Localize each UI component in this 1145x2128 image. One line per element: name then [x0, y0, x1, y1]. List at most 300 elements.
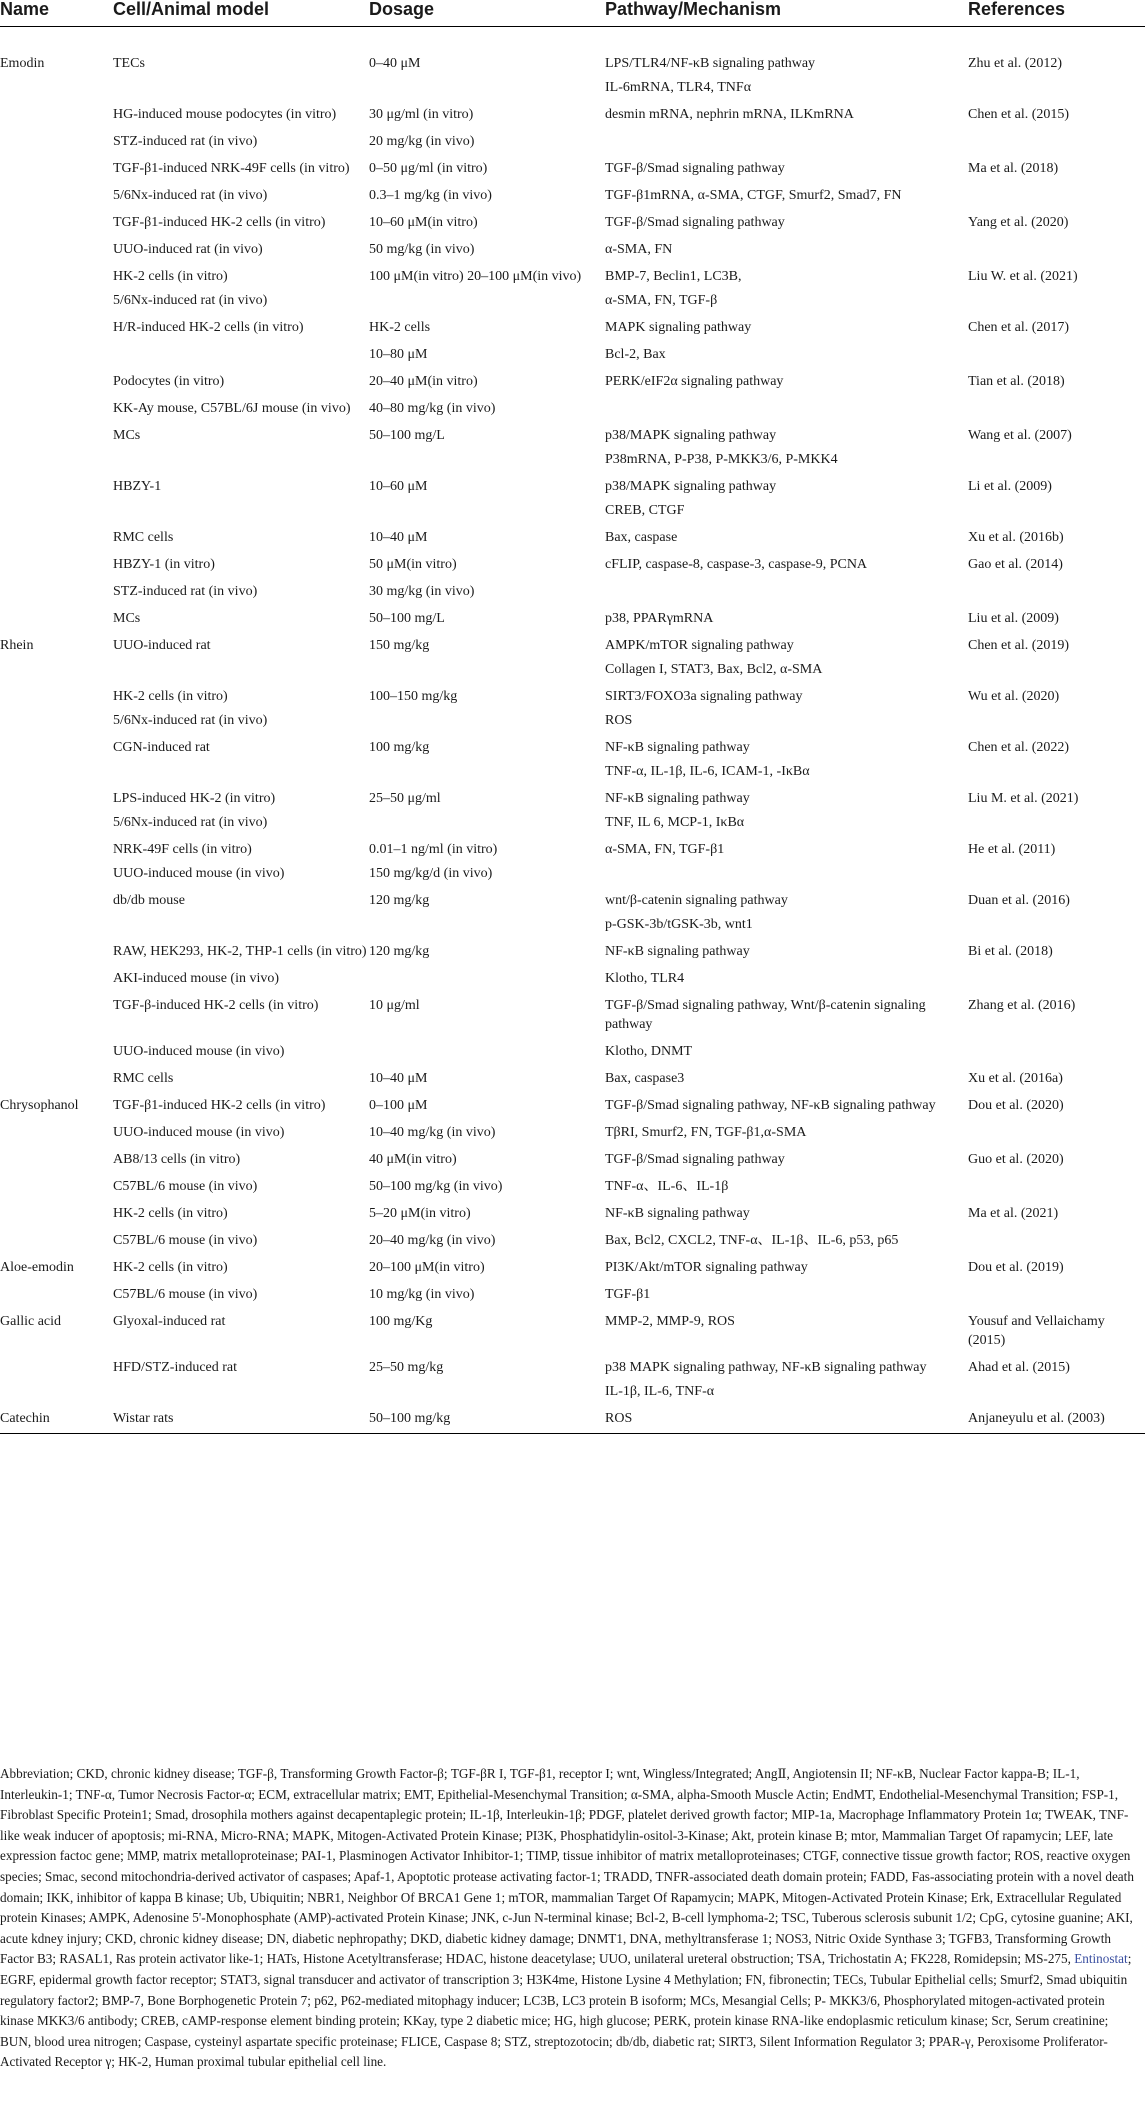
cell-name — [0, 210, 113, 237]
table-row — [0, 474, 1145, 501]
cell-model: RMC cells — [113, 1071, 174, 1086]
cell-pathway: ROS — [605, 713, 633, 728]
cell-model: LPS-induced HK-2 (in vitro) — [113, 791, 276, 806]
cell-dosage: 100 mg/Kg — [369, 1314, 433, 1329]
cell-reference: Zhang et al. (2016) — [968, 998, 1076, 1013]
cell-reference — [968, 501, 1145, 525]
cell-reference: Liu M. et al. (2021) — [968, 791, 1079, 806]
cell-pathway: BMP-7, Beclin1, LC3B, — [605, 269, 742, 284]
cell-name — [0, 786, 113, 813]
cell-reference — [968, 342, 1145, 369]
cell-model: Podocytes (in vitro) — [113, 374, 225, 389]
cell-name — [0, 129, 113, 156]
cell-dosage: HK-2 cells — [369, 320, 431, 335]
cell-model: UUO-induced mouse (in vivo) — [113, 1044, 285, 1059]
table-row — [0, 864, 1145, 888]
cell-model: Wistar rats — [113, 1406, 369, 1434]
cell-model — [113, 78, 369, 102]
cell-pathway: TGF-β/Smad signaling pathway, Wnt/β-catenin signaling pathway — [605, 998, 926, 1032]
cell-model: HFD/STZ-induced rat — [113, 1360, 238, 1375]
cell-pathway: Klotho, DNMT — [605, 1044, 693, 1059]
cell-dosage: 0–100 μM — [369, 1098, 428, 1113]
table-row — [0, 1066, 1145, 1093]
cell-dosage: 50–100 mg/L — [369, 611, 445, 626]
cell-dosage: 50–100 mg/L — [369, 428, 445, 443]
table-row — [0, 786, 1145, 813]
cell-dosage: 0.3–1 mg/kg (in vivo) — [369, 188, 492, 203]
table-row — [0, 210, 1145, 237]
cell-model: db/db mouse — [113, 893, 185, 908]
header-references: References — [968, 0, 1145, 27]
cell-dosage: 50 μM(in vitro) — [369, 557, 457, 572]
cell-reference — [968, 396, 1145, 423]
cell-name — [0, 1120, 113, 1147]
cell-name — [0, 606, 113, 633]
table-row — [0, 27, 1145, 79]
cell-pathway: P38mRNA, P-P38, P-MKK3/6, P-MKK4 — [605, 452, 838, 467]
cell-dosage — [369, 813, 605, 837]
cell-dosage: 120 mg/kg — [369, 944, 430, 959]
cell-reference: Yang et al. (2020) — [968, 215, 1069, 230]
cell-pathway: p-GSK-3b/tGSK-3b, wnt1 — [605, 917, 753, 932]
table-row — [0, 342, 1145, 369]
table-row — [0, 156, 1145, 183]
cell-dosage: 0.01–1 ng/ml (in vitro) — [369, 842, 498, 857]
cell-reference — [968, 915, 1145, 939]
table-row — [0, 915, 1145, 939]
cell-dosage — [369, 966, 605, 993]
cell-name — [0, 291, 113, 315]
cell-dosage — [369, 78, 605, 102]
cell-dosage: 10–40 μM — [369, 530, 428, 545]
cell-pathway — [605, 579, 968, 606]
cell-model: HG-induced mouse podocytes (in vitro) — [113, 107, 337, 122]
table-row — [0, 813, 1145, 837]
cell-dosage: 100 mg/kg — [369, 740, 430, 755]
cell-model: HK-2 cells (in vitro) — [113, 1206, 228, 1221]
cell-reference: Liu W. et al. (2021) — [968, 269, 1078, 284]
cell-pathway: TGF-β/Smad signaling pathway — [605, 1152, 785, 1167]
cell-name — [0, 525, 113, 552]
cell-pathway: IL-1β, IL-6, TNF-α — [605, 1384, 715, 1399]
cell-pathway: cFLIP, caspase-8, caspase-3, caspase-9, PCNA — [605, 557, 868, 572]
cell-name — [0, 1147, 113, 1174]
cell-name: Gallic acid — [0, 1314, 62, 1329]
cell-reference — [968, 1039, 1145, 1066]
cell-name — [0, 813, 113, 837]
cell-pathway: NF-κB signaling pathway — [605, 740, 750, 755]
cell-name — [0, 579, 113, 606]
cell-name — [0, 156, 113, 183]
cell-pathway — [605, 129, 968, 156]
cell-reference: Chen et al. (2019) — [968, 638, 1070, 653]
cell-dosage: 50 mg/kg (in vivo) — [369, 242, 475, 257]
cell-dosage — [369, 501, 605, 525]
header-name: Name — [0, 0, 113, 27]
cell-dosage: 50–100 mg/kg (in vivo) — [369, 1179, 503, 1194]
footnote-text: Abbreviation; CKD, chronic kidney disease; TGF-β, Transforming Growth Factor-β; TGF-βR I, TGF-β1, receptor I; wnt, Wingless/Integrated; AngⅡ, Angiotensin II; NF-κB, Nuclear Factor kappa-B; IL-1, Interleukin-1; TNF-α, Tumor Necrosis Factor-α; ECM, extracellular matrix; EMT, Epithelial-Mesenchymal Transition; α-SMA, alpha-Smooth Muscle Actin; EndMT, Endothelial-Mesenchymal Transition; FSP-1, Fibroblast Specific Protein1; Smad, drosophila mothers against decapentaplegic protein; IL-1β, Interleukin-1β; PDGF, platelet derived growth factor; MIP-1a, Macrophage Inflammatory Protein 1α; TWEAK, TNF-like weak inducer of apoptosis; mi-RNA, Micro-RNA; MAPK, Mitogen-Activated Protein Kinase; PI3K, Phosphatidylin-ositol-3-Kinase; Akt, protein kinase B; mtor, Mammalian Target Of rapamycin; LEF, late expression factoc gene; MMP, matrix metalloproteinase; PAI-1, Plasminogen Activator Inhibitor-1; TIMP, tissue inhibitor of matrix metalloproteinases; CTGF, connective tissue growth factor; ROS, reactive oxygen species; Smac, second mitochondria-derived activator of caspases; Apaf-1, Apoptotic protease activating factor-1; TRADD, TNFR-associated death domain protein; FADD, Fas-associating protein with a novel death domain; IKK, inhibitor of kappa B kinase; Ub, Ubiquitin; NBR1, Neighbor Of BRCA1 Gene 1; mTOR, mammalian Target Of Rapamycin; MAPK, Mitogen-Activated Protein Kinase; Erk, Extracellular Regulated protein Kinases; AMPK, Adenosine 5'-Monophosphate (AMP)-activated Protein Kinase; JNK, c-Jun N-terminal kinase; Bcl-2, B-cell lymphoma-2; TSC, Tuberous sclerosis subunit 1/2; CpG, cytosine guanine; AKI, acute kdney injury; CKD, chronic kidney disease; DN, diabetic nephropathy; DKD, diabetic kidney damage; DNMT1, DNA, methyltransferase 1; NOS3, Nitric Oxide Synthase 3; TGFB3, Transforming Growth Factor B3; RASAL1, Ras protein activator like-1; HATs, Histone Acetyltransferase; HDAC, histone deacetylase; UUO, unilateral ureteral obstruction; TSA, Trichostatin A; FK228, Romidepsin; MS-275, — [0, 1766, 1134, 1967]
cell-model — [113, 915, 369, 939]
cell-pathway: Bax, Bcl2, CXCL2, TNF-α、IL-1β、IL-6, p53, p65 — [605, 1233, 899, 1248]
table-row — [0, 1282, 1145, 1309]
cell-model: Glyoxal-induced rat — [113, 1314, 226, 1329]
cell-model: AKI-induced mouse (in vivo) — [113, 971, 280, 986]
cell-reference: Chen et al. (2022) — [968, 740, 1070, 755]
table-row — [0, 183, 1145, 210]
cell-dosage: 0–50 μg/ml (in vitro) — [369, 161, 488, 176]
cell-reference: Zhu et al. (2012) — [968, 56, 1063, 71]
table-row — [0, 1039, 1145, 1066]
cell-dosage: 20–40 μM(in vitro) — [369, 374, 478, 389]
cell-reference: Dou et al. (2019) — [968, 1260, 1064, 1275]
cell-dosage — [369, 711, 605, 735]
cell-reference: Li et al. (2009) — [968, 479, 1052, 494]
cell-dosage: 40–80 mg/kg (in vivo) — [369, 401, 496, 416]
cell-model: TGF-β1-induced HK-2 cells (in vitro) — [113, 215, 326, 230]
cell-model — [113, 342, 369, 369]
cell-model — [113, 762, 369, 786]
cell-name — [0, 552, 113, 579]
cell-name — [0, 78, 113, 102]
cell-name — [0, 183, 113, 210]
cell-dosage: 10–40 mg/kg (in vivo) — [369, 1125, 496, 1140]
cell-reference: Ma et al. (2018) — [968, 161, 1059, 176]
cell-reference — [968, 1282, 1145, 1309]
cell-pathway: TGF-β/Smad signaling pathway, NF-κB signaling pathway — [605, 1098, 936, 1113]
table-row — [0, 966, 1145, 993]
cell-name: Emodin — [0, 56, 45, 71]
table-row — [0, 711, 1145, 735]
cell-model: TECs — [113, 56, 145, 71]
cell-pathway: AMPK/mTOR signaling pathway — [605, 638, 794, 653]
cell-reference — [968, 762, 1145, 786]
cell-reference: Xu et al. (2016b) — [968, 530, 1064, 545]
table-row — [0, 1255, 1145, 1282]
cell-model: AB8/13 cells (in vitro) — [113, 1152, 241, 1167]
cell-pathway: Bcl-2, Bax — [605, 347, 666, 362]
cell-dosage: 20–100 μM(in vitro) — [369, 1260, 485, 1275]
cell-pathway: wnt/β-catenin signaling pathway — [605, 893, 788, 908]
cell-dosage: 100 μM(in vitro) 20–100 μM(in vivo) — [369, 269, 582, 284]
cell-dosage — [369, 1039, 605, 1066]
cell-reference — [968, 711, 1145, 735]
cell-name — [0, 762, 113, 786]
table-row — [0, 1228, 1145, 1255]
cell-name: Aloe-emodin — [0, 1260, 74, 1275]
cell-reference: He et al. (2011) — [968, 842, 1056, 857]
table-row — [0, 1201, 1145, 1228]
cell-reference — [968, 1174, 1145, 1201]
cell-dosage: 10–60 μM(in vitro) — [369, 215, 478, 230]
table-row — [0, 1406, 1145, 1434]
cell-pathway: NF-κB signaling pathway — [605, 791, 750, 806]
cell-name — [0, 102, 113, 129]
cell-name — [0, 315, 113, 342]
cell-dosage: 120 mg/kg — [369, 893, 430, 908]
cell-model: 5/6Nx-induced rat (in vivo) — [113, 293, 268, 308]
cell-name — [0, 237, 113, 264]
cell-reference: Chen et al. (2017) — [968, 320, 1070, 335]
cell-reference: Wu et al. (2020) — [968, 689, 1060, 704]
header-dosage: Dosage — [369, 0, 605, 27]
abbreviation-footnote — [0, 1764, 1140, 2073]
cell-reference — [968, 660, 1145, 684]
footnote-text-continued: ; EGRF, epidermal growth factor receptor; STAT3, signal transducer and activator of transcription 3; H3K4me, Histone Lysine 4 Methylation; FN, fibronectin; TECs, Tubular Epithelial cells; Smurf2, Smad ubiquitin regulatory factor2; BMP-7, Bone Borphogenetic Protein 7; p62, P62-mediated mitophagy inducer; LC3B, LC3 protein B isoform; MCs, Mesangial Cells; P- MKK3/6, Phosphorylated mitogen-activated protein kinase MKK3/6 antibody; CREB, cAMP-response element binding protein; KKay, type 2 diabetic mice; HG, high glucose; PERK, protein kinase RNA-like endoplasmic reticulum kinase; Scr, Serum creatinine; BUN, blood urea nitrogen; Caspase, cysteinyl aspartate specific proteinase; FLICE, Caspase 8; STZ, streptozotocin; db/db, diabetic rat; SIRT3, Silent Information Regulator 3; PPAR-γ, Peroxisome Proliferator- Activated Receptor γ; HK-2, Human proximal tubular epithelial cell line. — [0, 1951, 1132, 2070]
cell-model: C57BL/6 mouse (in vivo) — [113, 1179, 258, 1194]
cell-dosage: 10 mg/kg (in vivo) — [369, 1287, 475, 1302]
table-row — [0, 78, 1145, 102]
cell-pathway: MAPK signaling pathway — [605, 320, 752, 335]
table-row — [0, 633, 1145, 660]
cell-reference — [968, 1120, 1145, 1147]
cell-dosage: 150 mg/kg/d (in vivo) — [369, 866, 493, 881]
cell-model — [113, 450, 369, 474]
cell-reference: Ma et al. (2021) — [968, 1206, 1059, 1221]
cell-reference: Chen et al. (2015) — [968, 107, 1070, 122]
cell-dosage: 100–150 mg/kg — [369, 689, 458, 704]
cell-pathway — [605, 864, 968, 888]
cell-model — [113, 1382, 369, 1406]
cell-model: UUO-induced mouse (in vivo) — [113, 1125, 285, 1140]
table-row — [0, 552, 1145, 579]
cell-reference — [968, 183, 1145, 210]
table-row — [0, 501, 1145, 525]
header-pathway: Pathway/Mechanism — [605, 0, 968, 27]
cell-name — [0, 711, 113, 735]
cell-dosage: 25–50 mg/kg — [369, 1360, 444, 1375]
cell-dosage: 20 mg/kg (in vivo) — [369, 134, 475, 149]
cell-reference — [968, 1228, 1145, 1255]
table-row — [0, 525, 1145, 552]
cell-pathway: IL-6mRNA, TLR4, TNFα — [605, 80, 752, 95]
cell-reference: Gao et al. (2014) — [968, 557, 1063, 572]
cell-pathway: TGF-β/Smad signaling pathway — [605, 215, 785, 230]
cell-name — [0, 915, 113, 939]
cell-model: UUO-induced rat — [113, 638, 211, 653]
cell-reference: Anjaneyulu et al. (2003) — [968, 1406, 1145, 1434]
table-row — [0, 129, 1145, 156]
cell-model: NRK-49F cells (in vitro) — [113, 842, 252, 857]
table-row — [0, 762, 1145, 786]
cell-dosage: 10–80 μM — [369, 347, 428, 362]
cell-name — [0, 1039, 113, 1066]
cell-reference — [968, 813, 1145, 837]
cell-pathway: LPS/TLR4/NF-κB signaling pathway — [605, 56, 816, 71]
table-row — [0, 993, 1145, 1039]
cell-pathway: NF-κB signaling pathway — [605, 944, 750, 959]
table-row — [0, 396, 1145, 423]
cell-pathway: p38/MAPK signaling pathway — [605, 479, 777, 494]
cell-reference: Wang et al. (2007) — [968, 428, 1072, 443]
cell-name — [0, 837, 113, 864]
cell-model: C57BL/6 mouse (in vivo) — [113, 1287, 258, 1302]
cell-name — [0, 684, 113, 711]
table-row — [0, 264, 1145, 291]
cell-name — [0, 993, 113, 1039]
table-row — [0, 660, 1145, 684]
cell-name — [0, 1174, 113, 1201]
cell-pathway: PERK/eIF2α signaling pathway — [605, 374, 784, 389]
cell-name — [0, 1201, 113, 1228]
cell-pathway: Klotho, TLR4 — [605, 971, 685, 986]
cell-pathway: TNF-α, IL-1β, IL-6, ICAM-1, -IκBα — [605, 764, 810, 779]
cell-reference — [968, 966, 1145, 993]
table-row — [0, 939, 1145, 966]
header-model: Cell/Animal model — [113, 0, 369, 27]
cell-model: RMC cells — [113, 530, 174, 545]
table-row — [0, 1309, 1145, 1355]
cell-model: HK-2 cells (in vitro) — [113, 1260, 228, 1275]
table-row — [0, 423, 1145, 450]
cell-name: Chrysophanol — [0, 1098, 79, 1113]
cell-model: HK-2 cells (in vitro) — [113, 689, 228, 704]
cell-pathway: TGF-β1 — [605, 1287, 651, 1302]
cell-model: STZ-induced rat (in vivo) — [113, 134, 258, 149]
cell-name: Rhein — [0, 638, 34, 653]
table-row — [0, 450, 1145, 474]
cell-model: KK-Ay mouse, C57BL/6J mouse (in vivo) — [113, 401, 351, 416]
cell-dosage: 30 μg/ml (in vitro) — [369, 107, 474, 122]
cell-pathway: p38 MAPK signaling pathway, NF-κB signaling pathway — [605, 1360, 927, 1375]
cell-name — [0, 1382, 113, 1406]
cell-model: MCs — [113, 611, 141, 626]
cell-model: HK-2 cells (in vitro) — [113, 269, 228, 284]
cell-name — [0, 1282, 113, 1309]
cell-dosage — [369, 660, 605, 684]
cell-model: 5/6Nx-induced rat (in vivo) — [113, 713, 268, 728]
cell-pathway: Collagen I, STAT3, Bax, Bcl2, α-SMA — [605, 662, 823, 677]
cell-reference: Duan et al. (2016) — [968, 893, 1070, 908]
cell-reference: Ahad et al. (2015) — [968, 1360, 1070, 1375]
cell-model: C57BL/6 mouse (in vivo) — [113, 1233, 258, 1248]
table-row — [0, 1382, 1145, 1406]
cell-pathway: Bax, caspase3 — [605, 1071, 685, 1086]
cell-model: UUO-induced rat (in vivo) — [113, 242, 263, 257]
cell-model: TGF-β-induced HK-2 cells (in vitro) — [113, 998, 319, 1013]
cell-reference: Tian et al. (2018) — [968, 374, 1065, 389]
table-body — [0, 27, 1145, 1434]
cell-pathway: p38/MAPK signaling pathway — [605, 428, 777, 443]
table-row — [0, 888, 1145, 915]
table-header — [0, 0, 1145, 27]
cell-pathway: CREB, CTGF — [605, 503, 685, 518]
cell-reference: Liu et al. (2009) — [968, 611, 1059, 626]
cell-reference: Dou et al. (2020) — [968, 1098, 1064, 1113]
table-row — [0, 291, 1145, 315]
table-row — [0, 735, 1145, 762]
cell-name — [0, 474, 113, 501]
cell-name — [0, 450, 113, 474]
table-row — [0, 606, 1145, 633]
cell-reference — [968, 864, 1145, 888]
cell-name — [0, 888, 113, 915]
table-row — [0, 102, 1145, 129]
cell-name — [0, 864, 113, 888]
cell-name: Catechin — [0, 1406, 113, 1434]
cell-model: RAW, HEK293, HK-2, THP-1 cells (in vitro) — [113, 944, 367, 959]
table-row — [0, 684, 1145, 711]
cell-dosage: 10 μg/ml — [369, 998, 420, 1013]
cell-model: 5/6Nx-induced rat (in vivo) — [113, 815, 268, 830]
cell-model: CGN-induced rat — [113, 740, 210, 755]
table-row — [0, 1355, 1145, 1382]
cell-dosage — [369, 450, 605, 474]
table-row — [0, 237, 1145, 264]
cell-reference — [968, 129, 1145, 156]
cell-pathway: MMP-2, MMP-9, ROS — [605, 1314, 735, 1329]
cell-model — [113, 660, 369, 684]
cell-model: UUO-induced mouse (in vivo) — [113, 866, 285, 881]
cell-name — [0, 1066, 113, 1093]
entinostat-link[interactable]: Entinostat — [1074, 1951, 1128, 1967]
cell-dosage: 20–40 mg/kg (in vivo) — [369, 1233, 496, 1248]
cell-model: HBZY-1 (in vitro) — [113, 557, 215, 572]
cell-pathway: α-SMA, FN — [605, 242, 673, 257]
cell-reference — [968, 237, 1145, 264]
cell-pathway: SIRT3/FOXO3a signaling pathway — [605, 689, 803, 704]
cell-reference — [968, 579, 1145, 606]
cell-pathway: TGF-β1mRNA, α-SMA, CTGF, Smurf2, Smad7, FN — [605, 188, 902, 203]
cell-name — [0, 369, 113, 396]
cell-reference — [968, 450, 1145, 474]
cell-dosage: 25–50 μg/ml — [369, 791, 441, 806]
cell-dosage — [369, 1382, 605, 1406]
table-row — [0, 1147, 1145, 1174]
cell-pathway: TNF, IL 6, MCP-1, IκBα — [605, 815, 745, 830]
cell-dosage: 30 mg/kg (in vivo) — [369, 584, 475, 599]
table-row — [0, 837, 1145, 864]
cell-dosage — [369, 915, 605, 939]
cell-name — [0, 423, 113, 450]
table-row — [0, 369, 1145, 396]
cell-model: TGF-β1-induced NRK-49F cells (in vitro) — [113, 161, 350, 176]
table-row — [0, 1174, 1145, 1201]
cell-dosage: 5–20 μM(in vitro) — [369, 1206, 471, 1221]
cell-name — [0, 264, 113, 291]
cell-pathway: α-SMA, FN, TGF-β — [605, 293, 718, 308]
cell-name — [0, 939, 113, 966]
cell-model: STZ-induced rat (in vivo) — [113, 584, 258, 599]
cell-name — [0, 966, 113, 993]
cell-pathway — [605, 396, 968, 423]
cell-reference: Yousuf and Vellaichamy (2015) — [968, 1314, 1105, 1348]
table-row — [0, 315, 1145, 342]
cell-name — [0, 735, 113, 762]
table-row — [0, 1120, 1145, 1147]
cell-dosage: 0–40 μM — [369, 56, 421, 71]
cell-pathway: PI3K/Akt/mTOR signaling pathway — [605, 1260, 808, 1275]
cell-dosage — [369, 291, 605, 315]
cell-reference — [968, 291, 1145, 315]
cell-dosage: 40 μM(in vitro) — [369, 1152, 457, 1167]
cell-reference: Xu et al. (2016a) — [968, 1071, 1063, 1086]
cell-model: 5/6Nx-induced rat (in vivo) — [113, 188, 268, 203]
cell-pathway: TNF-α、IL-6、IL-1β — [605, 1179, 729, 1194]
cell-reference: Guo et al. (2020) — [968, 1152, 1064, 1167]
cell-model — [113, 501, 369, 525]
cell-pathway: α-SMA, FN, TGF-β1 — [605, 842, 725, 857]
cell-pathway: desmin mRNA, nephrin mRNA, ILKmRNA — [605, 107, 854, 122]
cell-name — [0, 1228, 113, 1255]
cell-name — [0, 1355, 113, 1382]
table-row — [0, 1093, 1145, 1120]
cell-model: H/R-induced HK-2 cells (in vitro) — [113, 320, 304, 335]
cell-model: MCs — [113, 428, 141, 443]
cell-reference — [968, 1382, 1145, 1406]
cell-name — [0, 501, 113, 525]
cell-pathway: p38, PPARγmRNA — [605, 611, 714, 626]
cell-name — [0, 660, 113, 684]
